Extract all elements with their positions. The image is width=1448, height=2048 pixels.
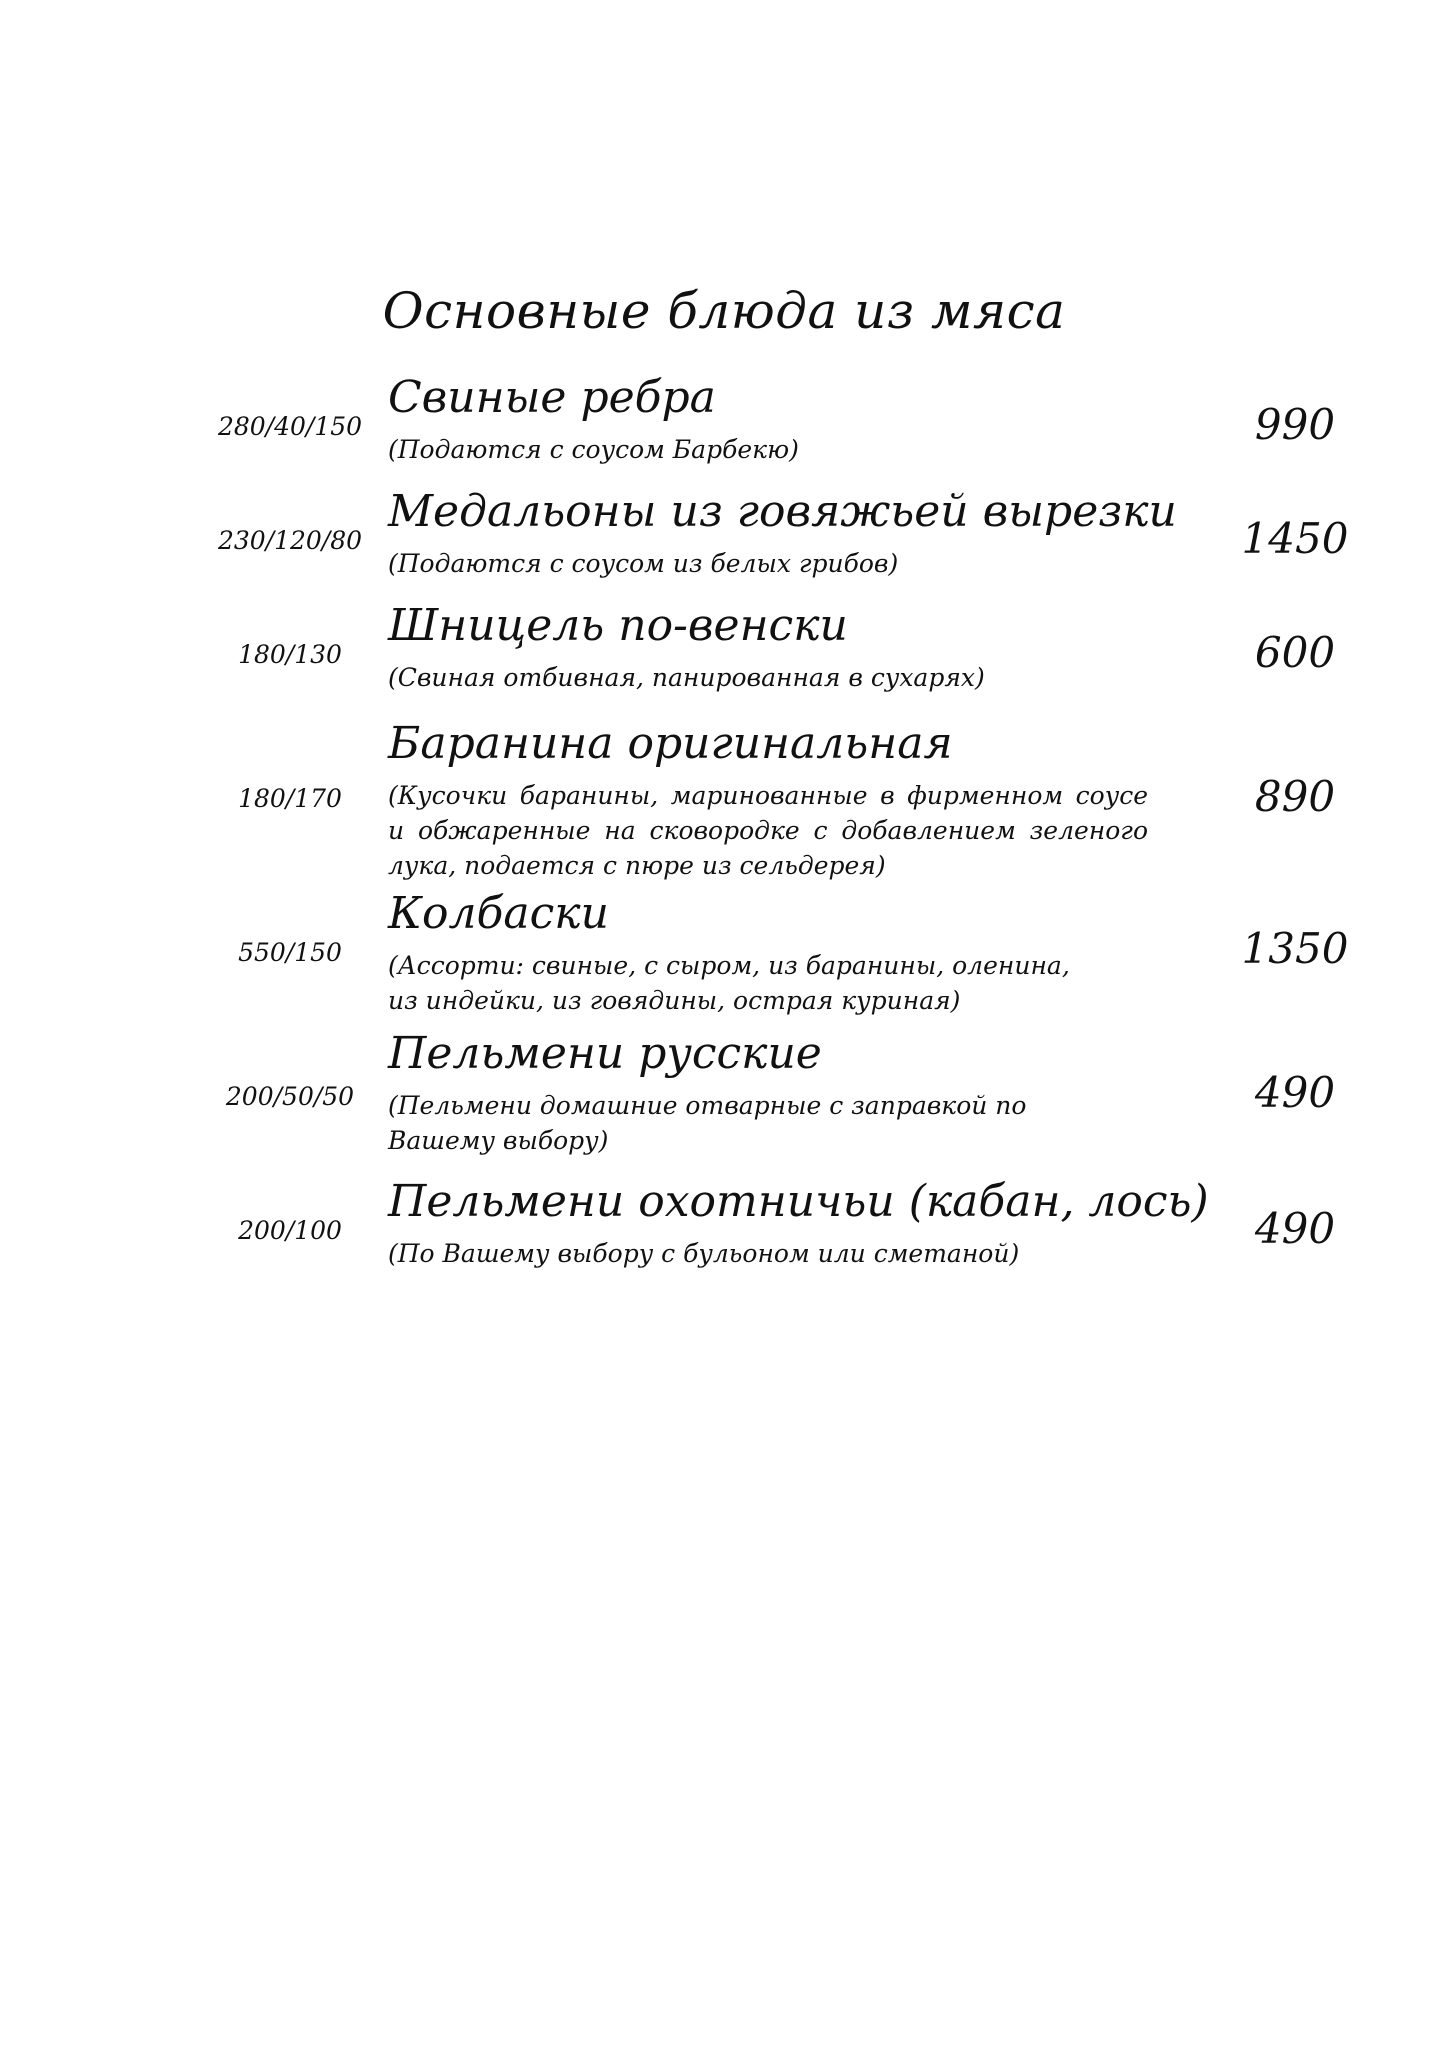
item-description: (Ассорти: свиные, с сыром, из баранины, оленина, из индейки, из говядины, острая куриная) bbox=[388, 951, 1070, 1015]
item-weight: 180/170 bbox=[238, 784, 342, 813]
menu-section-title: Основные блюда из мяса bbox=[382, 282, 1066, 340]
item-description: (Подаются с соусом Барбекю) bbox=[388, 435, 799, 464]
item-description: (Свиная отбивная, панированная в сухарях) bbox=[388, 663, 985, 692]
item-price: 490 bbox=[1254, 1204, 1336, 1253]
item-name: Баранина оригинальная bbox=[388, 718, 953, 769]
item-price: 1450 bbox=[1241, 514, 1349, 563]
item-name: Пельмени охотничьи (кабан, лось) bbox=[388, 1176, 1209, 1227]
item-name: Колбаски bbox=[388, 888, 609, 939]
item-name: Медальоны из говяжьей вырезки bbox=[388, 486, 1177, 537]
item-weight: 200/100 bbox=[238, 1216, 342, 1245]
item-weight: 280/40/150 bbox=[217, 412, 363, 441]
item-price: 1350 bbox=[1241, 924, 1349, 973]
item-description: (Кусочки баранины, маринованные в фирменном соусе и обжаренные на сковородке с добавлением зеленого лука, подается с пюре из сельдерея) bbox=[388, 781, 1148, 880]
item-price: 600 bbox=[1254, 628, 1336, 677]
item-price: 490 bbox=[1254, 1068, 1336, 1117]
item-description: (Подаются с соусом из белых грибов) bbox=[388, 549, 899, 578]
item-name: Шницель по-венски bbox=[388, 600, 848, 651]
item-price: 890 bbox=[1254, 772, 1336, 821]
item-description: (По Вашему выбору с бульоном или сметаной) bbox=[388, 1239, 1020, 1268]
item-weight: 550/150 bbox=[238, 938, 342, 967]
item-weight: 230/120/80 bbox=[217, 526, 363, 555]
item-price: 990 bbox=[1254, 400, 1336, 449]
item-name: Пельмени русские bbox=[388, 1028, 822, 1079]
item-weight: 180/130 bbox=[238, 640, 342, 669]
item-name: Свиные ребра bbox=[388, 372, 716, 423]
item-weight: 200/50/50 bbox=[225, 1082, 355, 1111]
item-description: (Пельмени домашние отварные с заправкой по Вашему выбору) bbox=[388, 1091, 1027, 1155]
